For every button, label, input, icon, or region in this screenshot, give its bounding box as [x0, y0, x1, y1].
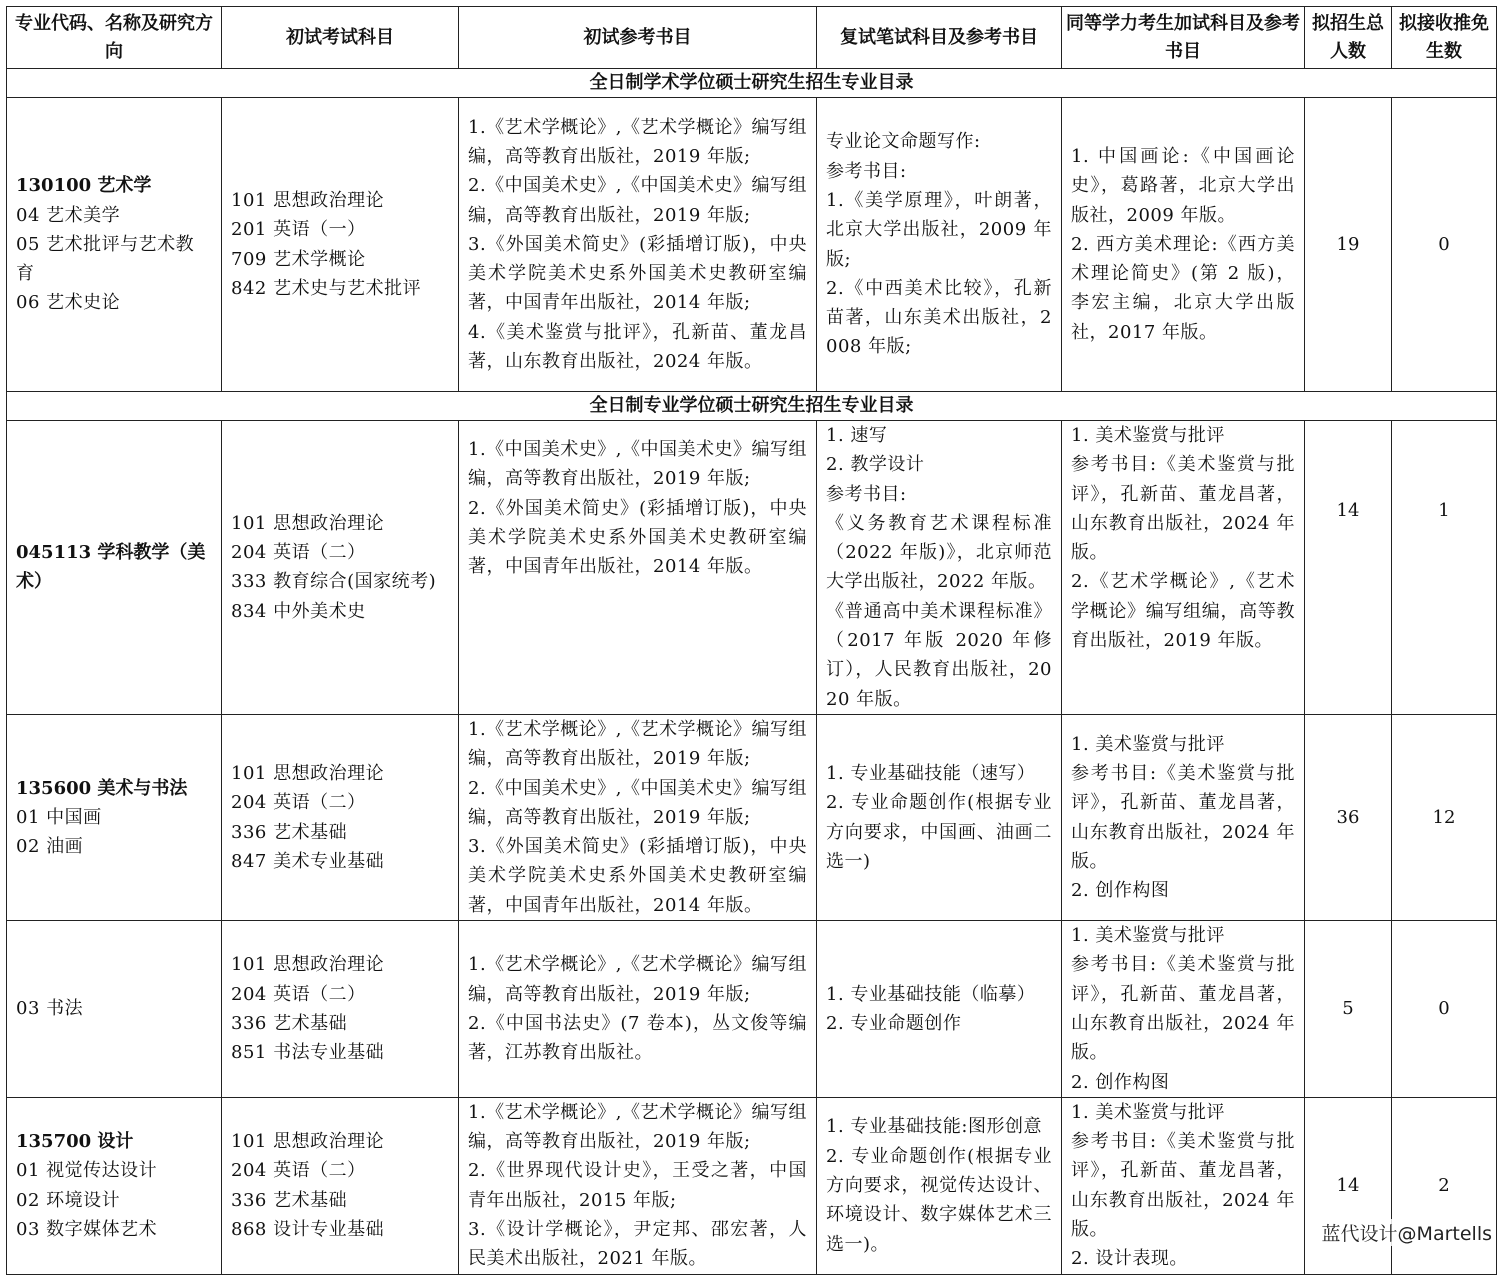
- major-title: 130100 艺术学: [16, 175, 152, 197]
- book-entry: 1.《中国美术史》,《中国美术史》编写组编，高等教育出版社，2019 年版;: [468, 439, 807, 490]
- header-prelim-books: 初试参考书目: [459, 7, 817, 69]
- total-count: 14: [1305, 1097, 1392, 1274]
- subjects-cell: [222, 921, 459, 1098]
- equivalent-cell: [1062, 921, 1305, 1098]
- total-count: 14: [1305, 421, 1392, 715]
- books-cell: [459, 98, 817, 392]
- subject: 101 思想政治理论: [231, 954, 385, 976]
- books-cell: [459, 921, 817, 1098]
- subjects-cell: [222, 1097, 459, 1274]
- retest-entry: 《义务教育艺术课程标准（2022 年版)》，北京师范大学出版社，2022 年版。: [826, 512, 1052, 593]
- subject: 101 思想政治理论: [231, 189, 385, 211]
- direction: 05 艺术批评与艺术教育: [16, 233, 195, 285]
- equivalent-entry: 1. 美术鉴赏与批评: [1071, 1101, 1225, 1123]
- table-row: [7, 714, 1497, 920]
- total-count: 5: [1305, 921, 1392, 1098]
- equivalent-entry: 2. 创作构图: [1071, 1071, 1170, 1093]
- major-cell: [7, 714, 222, 920]
- book-entry: 3.《外国美术简史》(彩插增订版)，中央美术学院美术史系外国美术史教研室编著，中国青年出版社，2014 年版。: [468, 836, 807, 916]
- direction: 02 油画: [16, 836, 84, 858]
- subject: 336 艺术基础: [231, 821, 348, 843]
- header-major: 专业代码、名称及研究方向: [7, 7, 222, 69]
- retest-entry: 1. 专业基础技能（临摹）: [826, 983, 1036, 1005]
- subject: 709 艺术学概论: [231, 248, 366, 270]
- subject: 204 英语（二）: [231, 1160, 366, 1182]
- book-entry: 2.《外国美术简史》(彩插增订版)，中央美术学院美术史系外国美术史教研室编著，中国青年出版社，2014 年版。: [468, 497, 807, 578]
- equivalent-entry: 1. 中国画论:《中国画论史》，葛路著，北京大学出版社，2009 年版。: [1071, 145, 1295, 226]
- equivalent-entry: 1. 美术鉴赏与批评: [1071, 425, 1225, 446]
- exempt-count: 0: [1392, 921, 1497, 1098]
- direction: 03 数字媒体艺术: [16, 1219, 158, 1241]
- subject: 204 英语（二）: [231, 792, 366, 814]
- retest-entry: 2. 专业命题创作: [826, 1012, 962, 1034]
- retest-cell: [817, 98, 1062, 392]
- equivalent-entry: 2. 创作构图: [1071, 880, 1170, 902]
- exempt-count: 12: [1392, 714, 1497, 920]
- subjects-cell: [222, 98, 459, 392]
- subject: 201 英语（一）: [231, 219, 366, 241]
- subject: 336 艺术基础: [231, 1012, 348, 1034]
- subjects-cell: [222, 714, 459, 920]
- table-row: [7, 1097, 1497, 1274]
- retest-entry: 1. 专业基础技能（速写）: [826, 762, 1036, 784]
- equivalent-cell: [1062, 714, 1305, 920]
- header-total: 拟招生总人数: [1305, 7, 1392, 69]
- subject: 868 设计专业基础: [231, 1219, 385, 1241]
- retest-entry: 2.《中西美术比较》，孔新苗著，山东美术出版社，2008 年版;: [826, 277, 1052, 358]
- direction: 03 书法: [16, 998, 84, 1020]
- header-retest: 复试笔试科目及参考书目: [817, 7, 1062, 69]
- retest-entry: 2. 专业命题创作(根据专业方向要求，中国画、油画二选一): [826, 792, 1052, 872]
- book-entry: 1.《艺术学概论》,《艺术学概论》编写组编，高等教育出版社，2019 年版;: [468, 954, 807, 1005]
- header-prelim-subjects: 初试考试科目: [222, 7, 459, 69]
- table-row: [7, 421, 1497, 715]
- book-entry: 2.《世界现代设计史》，王受之著，中国青年出版社，2015 年版;: [468, 1160, 807, 1211]
- retest-cell: [817, 421, 1062, 715]
- retest-entry: 专业论文命题写作:: [826, 131, 981, 153]
- retest-entry: 参考书目:: [826, 483, 907, 505]
- books-cell: [459, 421, 817, 715]
- exempt-count: 1: [1392, 421, 1497, 715]
- equivalent-entry: 2. 设计表现。: [1071, 1248, 1188, 1270]
- subject: 333 教育综合(国家统考): [231, 571, 437, 593]
- equivalent-entry: 1. 美术鉴赏与批评: [1071, 925, 1225, 947]
- header-equivalent: 同等学力考生加试科目及参考书目: [1062, 7, 1305, 69]
- subjects-cell: [222, 421, 459, 715]
- section-row-academic: [7, 69, 1497, 98]
- table-row: [7, 98, 1497, 392]
- equivalent-entry: 参考书目:《美术鉴赏与批评》，孔新苗、董龙昌著，山东教育出版社，2024 年版。: [1071, 762, 1295, 872]
- equivalent-entry: 1. 美术鉴赏与批评: [1071, 733, 1225, 755]
- subject: 204 英语（二）: [231, 542, 366, 564]
- exempt-count: 2: [1392, 1097, 1497, 1274]
- book-entry: 1.《艺术学概论》,《艺术学概论》编写组编，高等教育出版社，2019 年版;: [468, 718, 807, 770]
- major-title: 045113 学科教学（美术）: [16, 542, 206, 593]
- book-entry: 4.《美术鉴赏与批评》，孔新苗、董龙昌著，山东教育出版社，2024 年版。: [468, 321, 807, 373]
- major-title: 135700 设计: [16, 1131, 134, 1153]
- direction: 01 中国画: [16, 806, 102, 828]
- equivalent-cell: [1062, 1097, 1305, 1274]
- watermark: 蓝代设计@Martells: [1320, 1219, 1494, 1246]
- admissions-catalog-table: [6, 6, 1497, 1275]
- books-cell: [459, 1097, 817, 1274]
- major-title: 135600 美术与书法: [16, 777, 188, 799]
- major-cell: [7, 1097, 222, 1274]
- equivalent-entry: 2.《艺术学概论》,《艺术学概论》编写组编，高等教育出版社，2019 年版。: [1071, 571, 1295, 652]
- section-title-professional: 全日制专业学位硕士研究生招生专业目录: [7, 392, 1497, 421]
- subject: 101 思想政治理论: [231, 762, 385, 784]
- subject: 204 英语（二）: [231, 983, 366, 1005]
- direction: 04 艺术美学: [16, 204, 121, 226]
- retest-entry: 《普通高中美术课程标准》（2017 年版 2020 年修订），人民教育出版社，2020 年版。: [826, 600, 1052, 710]
- retest-cell: [817, 921, 1062, 1098]
- book-entry: 3.《设计学概论》，尹定邦、邵宏著，人民美术出版社，2021 年版。: [468, 1219, 807, 1270]
- retest-cell: [817, 1097, 1062, 1274]
- equivalent-entry: 2. 西方美术理论:《西方美术理论简史》(第 2 版)，李宏主编，北京大学出版社，2017 年版。: [1071, 233, 1295, 343]
- subject: 842 艺术史与艺术批评: [231, 277, 422, 299]
- major-cell: [7, 921, 222, 1098]
- direction: 02 环境设计: [16, 1189, 121, 1211]
- retest-cell: [817, 714, 1062, 920]
- header-exempt: 拟接收推免生数: [1392, 7, 1497, 69]
- retest-entry: 1. 专业基础技能:图形创意: [826, 1116, 1042, 1138]
- retest-entry: 1. 速写: [826, 425, 888, 446]
- direction: 01 视觉传达设计: [16, 1160, 158, 1182]
- equivalent-entry: 参考书目:《美术鉴赏与批评》，孔新苗、董龙昌著，山东教育出版社，2024 年版。: [1071, 1131, 1295, 1241]
- book-entry: 2.《中国书法史》(7 卷本)，丛文俊等编著，江苏教育出版社。: [468, 1012, 807, 1064]
- section-title-academic: 全日制学术学位硕士研究生招生专业目录: [7, 69, 1497, 98]
- book-entry: 1.《艺术学概论》,《艺术学概论》编写组编，高等教育出版社，2019 年版;: [468, 1101, 807, 1153]
- equivalent-cell: [1062, 421, 1305, 715]
- equivalent-entry: 参考书目:《美术鉴赏与批评》，孔新苗、董龙昌著，山东教育出版社，2024 年版。: [1071, 954, 1295, 1064]
- subject: 101 思想政治理论: [231, 512, 385, 534]
- major-cell: [7, 421, 222, 715]
- equivalent-cell: [1062, 98, 1305, 392]
- subject: 851 书法专业基础: [231, 1042, 385, 1064]
- header-row: [7, 7, 1497, 69]
- major-cell: [7, 98, 222, 392]
- section-row-professional: [7, 392, 1497, 421]
- retest-entry: 2. 教学设计: [826, 454, 925, 476]
- books-cell: [459, 714, 817, 920]
- exempt-count: 0: [1392, 98, 1497, 392]
- book-entry: 2.《中国美术史》,《中国美术史》编写组编，高等教育出版社，2019 年版;: [468, 175, 807, 226]
- subject: 336 艺术基础: [231, 1189, 348, 1211]
- equivalent-entry: 参考书目:《美术鉴赏与批评》，孔新苗、董龙昌著，山东教育出版社，2024 年版。: [1071, 454, 1295, 564]
- subject: 834 中外美术史: [231, 600, 366, 622]
- subject: 101 思想政治理论: [231, 1131, 385, 1153]
- total-count: 36: [1305, 714, 1392, 920]
- retest-entry: 2. 专业命题创作(根据专业方向要求，视觉传达设计、环境设计、数字媒体艺术三选一)。: [826, 1145, 1052, 1255]
- total-count: 19: [1305, 98, 1392, 392]
- retest-entry: 1.《美学原理》，叶朗著，北京大学出版社，2009 年版;: [826, 189, 1052, 270]
- book-entry: 3.《外国美术简史》(彩插增订版)，中央美术学院美术史系外国美术史教研室编著，中国青年出版社，2014 年版;: [468, 233, 807, 314]
- subject: 847 美术专业基础: [231, 850, 385, 872]
- direction: 06 艺术史论: [16, 292, 121, 314]
- book-entry: 2.《中国美术史》,《中国美术史》编写组编，高等教育出版社，2019 年版;: [468, 777, 807, 828]
- table-row: [7, 921, 1497, 1098]
- retest-entry: 参考书目:: [826, 160, 907, 182]
- book-entry: 1.《艺术学概论》,《艺术学概论》编写组编，高等教育出版社，2019 年版;: [468, 116, 807, 167]
